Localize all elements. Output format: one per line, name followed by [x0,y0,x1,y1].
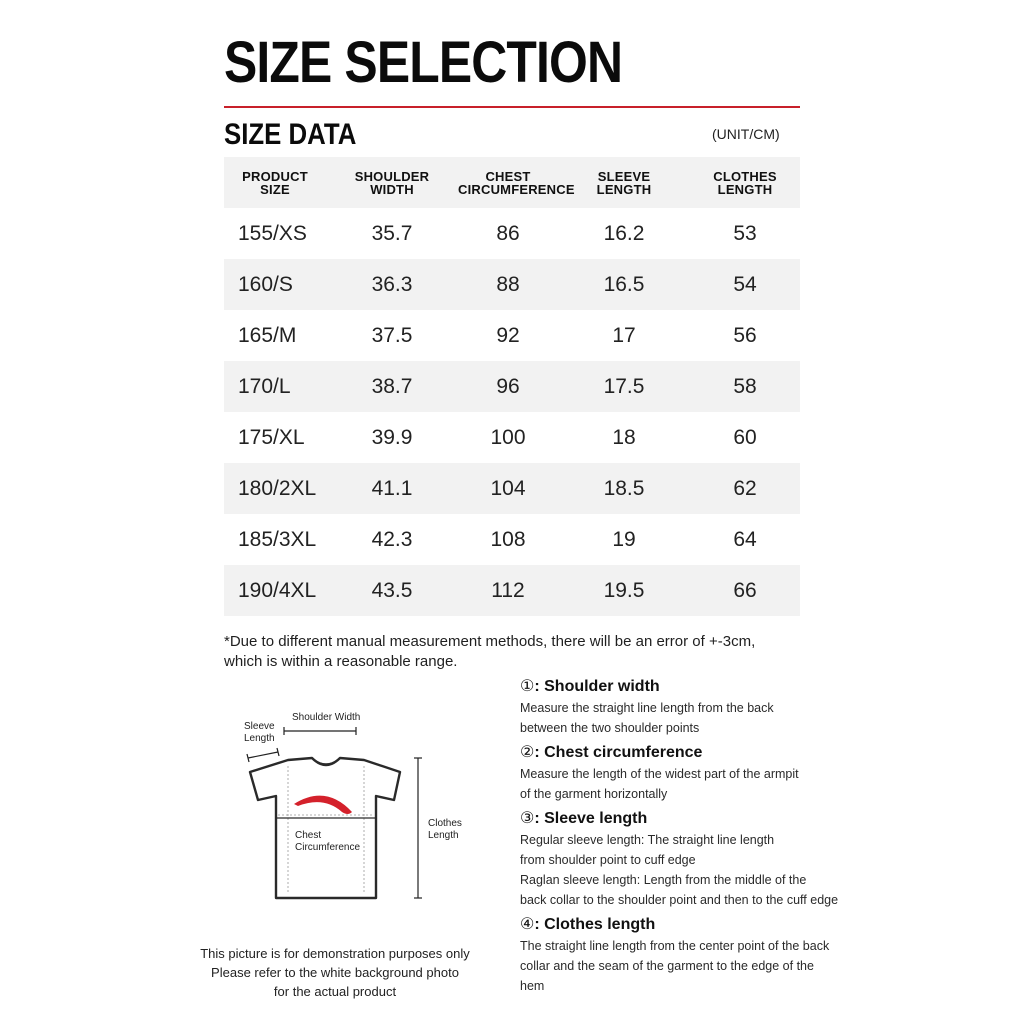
label-line: Chest [295,830,322,841]
cell-shoulder: 41.1 [326,463,458,514]
definition-heading [520,676,840,698]
cell-size: 180/2XL [224,463,326,514]
label-line: Circumference [295,842,361,853]
cell-chest: 112 [458,565,558,616]
definition-clothes-length [520,914,840,996]
cell-length: 62 [690,463,800,514]
definition-heading [520,742,840,764]
table-row [224,565,800,616]
cell-chest: 108 [490,527,526,551]
definition-text: collar and the seam of the garment to the edge of the hem [520,959,814,993]
header-label: CLOTHES [713,168,777,184]
header-label: LENGTH [717,181,773,197]
title-divider [224,106,800,108]
cell-sleeve: 17 [612,323,636,347]
demo-caption [200,944,470,1001]
cell-chest: 100 [490,425,526,449]
cell-size: 155/XS [238,221,307,245]
cell-shoulder: 37.5 [371,323,413,347]
table-row [224,310,800,361]
clothes-length-label [428,818,462,842]
definition-title: : Chest circumference [534,744,703,761]
cell-chest: 96 [458,361,558,412]
note-line: which is within a reasonable range. [224,653,458,670]
definition-text: Measure the length of the widest part of the armpit [520,767,799,781]
definition-text: between the two shoulder points [520,721,700,735]
definition-number: ② [520,744,535,761]
page-title: SIZE SELECTION [224,30,623,95]
definition-heading [520,914,840,936]
header-sleeve-length [558,157,690,208]
definition-heading [520,808,840,830]
shoulder-width-label: Shoulder Width [292,712,361,723]
table-row [224,361,800,412]
cell-shoulder: 42.3 [371,527,413,551]
cell-chest: 86 [496,221,520,245]
chest-circumference-label [295,830,360,854]
cell-length: 58 [690,361,800,412]
cell-shoulder: 43.5 [326,565,458,616]
definition-text: Measure the straight line length from the back [520,701,774,715]
definition-title: : Shoulder width [534,678,660,695]
header-label: SLEEVE [597,168,651,184]
caption-line: for the actual product [273,984,397,999]
cell-size: 170/L [224,361,326,412]
header-label: PRODUCT [242,168,308,184]
header-label: CHEST [485,168,531,184]
cell-chest: 104 [458,463,558,514]
section-title: SIZE DATA [224,118,357,151]
header-clothes-length [690,157,800,208]
definition-chest-circumference [520,742,840,804]
label-line: Sleeve [244,721,275,732]
cell-sleeve: 19 [612,527,636,551]
tshirt-diagram [236,700,476,910]
cell-size: 190/4XL [224,565,326,616]
cell-chest: 88 [458,259,558,310]
table-row [224,412,800,463]
cell-sleeve: 18 [612,425,636,449]
definition-text: from shoulder point to cuff edge [520,853,696,867]
cell-sleeve: 16.5 [558,259,690,310]
header-label: WIDTH [370,181,414,197]
table-header-row [224,157,800,208]
cell-size: 160/S [224,259,326,310]
definition-sleeve-length [520,808,840,910]
label-line: Clothes [428,818,462,829]
cell-shoulder: 36.3 [326,259,458,310]
cell-shoulder: 38.7 [326,361,458,412]
header-shoulder-width [326,157,458,208]
header-label: SHOULDER [354,168,430,184]
caption-line: This picture is for demonstration purposes only [200,946,470,961]
unit-label: (UNIT/CM) [712,126,780,142]
definition-title: : Sleeve length [534,810,648,827]
definition-text: of the garment horizontally [520,787,668,801]
sleeve-length-label [244,721,275,745]
table-row [224,259,800,310]
definition-number: ④ [520,916,535,933]
definition-text: back collar to the shoulder point and then to the cuff edge [520,893,839,907]
cell-sleeve: 16.2 [603,221,645,245]
cell-length: 54 [690,259,800,310]
label-line: Length [428,830,459,841]
cell-length: 53 [733,221,757,245]
size-table [224,157,800,616]
table-row [224,514,800,565]
definition-text: The straight line length from the center point of the back [520,939,830,953]
cell-length: 60 [733,425,757,449]
header-product-size [224,157,326,208]
definition-title: : Clothes length [534,916,656,933]
cell-size: 185/3XL [238,527,317,551]
table-row [224,463,800,514]
cell-length: 64 [733,527,757,551]
definition-number: ③ [520,810,535,827]
header-chest-circumference [458,157,575,208]
cell-chest: 92 [496,323,520,347]
measurement-definitions [520,676,840,1000]
table-row [224,208,800,259]
header-label: CIRCUMFERENCE [458,181,575,197]
cell-length: 56 [733,323,757,347]
cell-sleeve: 17.5 [558,361,690,412]
cell-length: 66 [690,565,800,616]
cell-shoulder: 35.7 [371,221,413,245]
cell-size: 165/M [238,323,297,347]
measurement-note [224,632,814,672]
definition-text: Regular sleeve length: The straight line length [520,833,775,847]
caption-line: Please refer to the white background photo [211,965,459,980]
cell-sleeve: 18.5 [558,463,690,514]
note-line: *Due to different manual measurement methods, there will be an error of +-3cm, [224,633,756,650]
definition-shoulder-width [520,676,840,738]
definition-number: ① [520,678,535,695]
header-label: SIZE [260,181,290,197]
label-line: Length [244,733,275,744]
definition-text: Raglan sleeve length: Length from the middle of the [520,873,807,887]
header-label: LENGTH [596,181,652,197]
cell-size: 175/XL [238,425,305,449]
cell-sleeve: 19.5 [558,565,690,616]
cell-shoulder: 39.9 [371,425,413,449]
